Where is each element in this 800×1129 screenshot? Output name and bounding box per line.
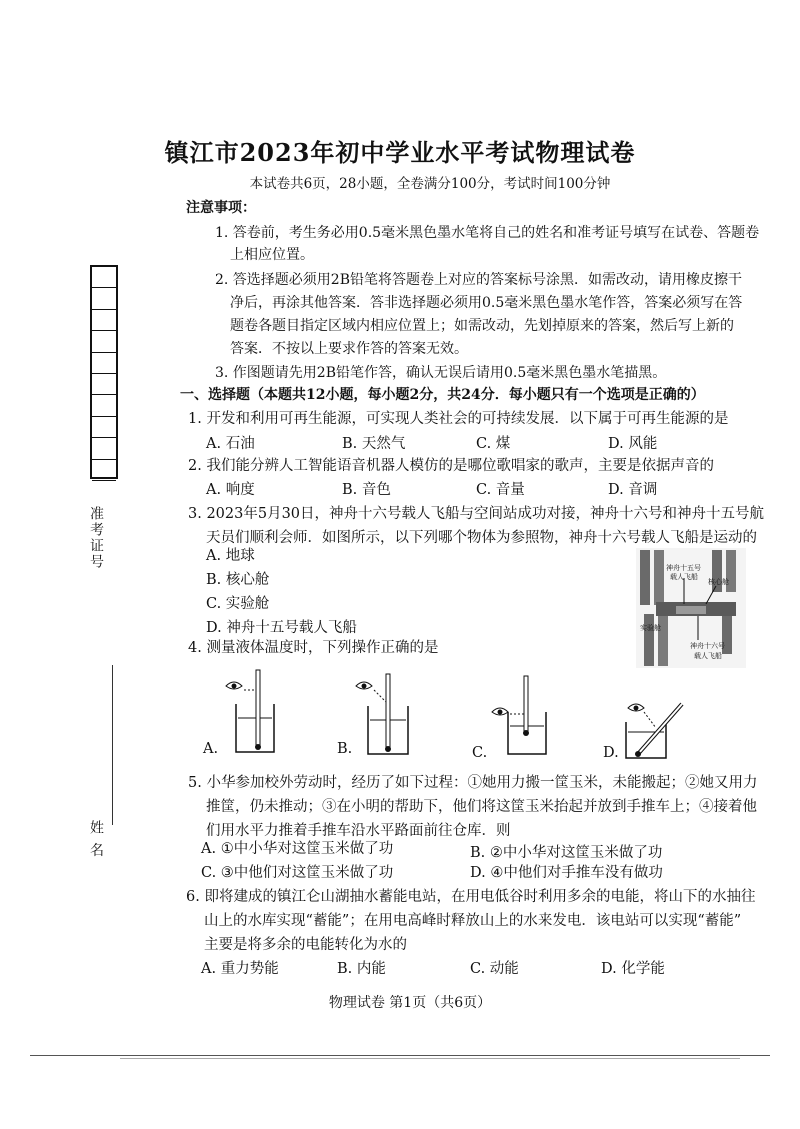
notes-heading: 注意事项： bbox=[186, 200, 256, 216]
figure-label-shenzhou16-a: 神舟十六号 bbox=[690, 642, 725, 650]
note-2-line-1: 2. 答选择题必须用2B铅笔将答题卷上对应的答案标号涂黑．如需改动，请用橡皮擦干 bbox=[215, 272, 743, 288]
q3-option-c: C. 实验舱 bbox=[206, 596, 270, 612]
page-title: 镇江市2023年初中学业水平考试物理试卷 bbox=[164, 138, 636, 167]
space-station-figure bbox=[636, 548, 746, 668]
q5-option-d: D. ④中他们对手推车没有做功 bbox=[470, 865, 663, 881]
note-2-line-4: 答案．不按以上要求作答的答案无效。 bbox=[230, 341, 468, 357]
thermometer-figure-a bbox=[222, 664, 282, 756]
q4-option-d: D. bbox=[603, 745, 619, 761]
q5-option-b: B. ②中小华对这筐玉米做了功 bbox=[470, 845, 663, 861]
note-2-line-2: 净后，再涂其他答案．答非选择题必须用0.5毫米黑色墨水笔作答，答案必须写在答 bbox=[230, 295, 743, 311]
thermometer-figure-d bbox=[616, 700, 688, 762]
figure-label-shenzhou16-b: 载人飞船 bbox=[694, 652, 722, 660]
note-1-line-2: 上相应位置。 bbox=[230, 247, 314, 263]
q5-stem-line-1: 5. 小华参加校外劳动时，经历了如下过程：①她用力搬一筐玉米，未能搬起；②她又用力 bbox=[188, 775, 758, 791]
q4-option-b: B. bbox=[337, 741, 353, 757]
q3-stem-line-1: 3. 2023年5月30日，神舟十六号载人飞船与空间站成功对接，神舟十六号和神舟十五号航 bbox=[188, 506, 765, 522]
q2-option-a: A. 响度 bbox=[206, 482, 255, 498]
exam-id-label: 准考证号 bbox=[88, 506, 104, 570]
q2-option-b: B. 音色 bbox=[342, 482, 391, 498]
q3-option-b: B. 核心舱 bbox=[206, 572, 270, 588]
q1-option-a: A. 石油 bbox=[206, 436, 255, 452]
q6-option-c: C. 动能 bbox=[470, 961, 519, 977]
q3-stem-line-2: 天员们顺利会师．如图所示，以下列哪个物体为参照物，神舟十六号载人飞船是运动的 bbox=[206, 530, 757, 546]
q1-stem: 1. 开发和利用可再生能源，可实现人类社会的可持续发展．以下属于可再生能源的是 bbox=[188, 411, 729, 427]
q2-option-c: C. 音量 bbox=[476, 482, 525, 498]
q4-option-a: A. bbox=[203, 741, 219, 757]
q6-stem-line-2: 山上的水库实现“蓄能”；在用电高峰时释放山上的水来发电．该电站可以实现“蓄能” bbox=[204, 913, 742, 929]
q5-stem-line-3: 们用水平力推着手推车沿水平路面前往仓库．则 bbox=[206, 823, 511, 839]
q1-option-c: C. 煤 bbox=[476, 436, 511, 452]
q4-option-c: C. bbox=[472, 745, 488, 761]
thermometer-figure-b bbox=[352, 672, 416, 758]
note-2-line-3: 题卷各题目指定区域内相应位置上；如需改动，先划掉原来的答案，然后写上新的 bbox=[230, 318, 734, 334]
note-3-line-1: 3. 作图题请先用2B铅笔作答，确认无误后请用0.5毫米黑色墨水笔描黑。 bbox=[215, 365, 667, 381]
q1-option-d: D. 风能 bbox=[608, 436, 658, 452]
q5-option-c: C. ③中他们对这筐玉米做了功 bbox=[201, 865, 394, 881]
figure-label-core-module: 核心舱 bbox=[708, 578, 729, 586]
scan-edge-line bbox=[30, 1055, 770, 1056]
q3-option-a: A. 地球 bbox=[206, 548, 255, 564]
name-underline bbox=[112, 665, 113, 825]
q5-option-a: A. ①中小华对这筐玉米做了功 bbox=[201, 841, 394, 857]
figure-label-lab-module: 实验舱 bbox=[640, 624, 661, 632]
name-label: 姓 名 bbox=[88, 820, 104, 859]
q6-stem-line-1: 6. 即将建成的镇江仑山湖抽水蓄能电站，在用电低谷时利用多余的电能，将山下的水抽往 bbox=[186, 889, 756, 905]
q3-option-d: D. 神舟十五号载人飞船 bbox=[206, 620, 357, 636]
note-1-line-1: 1. 答卷前，考生务必用0.5毫米黑色墨水笔将自己的姓名和准考证号填写在试卷、答题卷 bbox=[215, 225, 760, 241]
q5-stem-line-2: 推筐，仍未推动；③在小明的帮助下，他们将这筐玉米抬起并放到手推车上；④接着他 bbox=[206, 799, 757, 815]
thermometer-figure-c bbox=[490, 672, 554, 758]
q6-stem-line-3: 主要是将多余的电能转化为水的 bbox=[204, 937, 407, 953]
q1-option-b: B. 天然气 bbox=[342, 436, 406, 452]
exam-info: 本试卷共6页，28小题，全卷满分100分，考试时间100分钟 bbox=[249, 176, 611, 192]
scan-edge-line-faint bbox=[120, 1058, 740, 1059]
q4-stem: 4. 测量液体温度时，下列操作正确的是 bbox=[188, 640, 439, 656]
figure-label-shenzhou15-b: 载人飞船 bbox=[670, 573, 698, 581]
page-footer: 物理试卷 第1页（共6页） bbox=[328, 995, 492, 1011]
q6-option-b: B. 内能 bbox=[337, 961, 386, 977]
q6-option-d: D. 化学能 bbox=[601, 961, 665, 977]
figure-label-shenzhou15-a: 神舟十五号 bbox=[666, 564, 701, 572]
q6-option-a: A. 重力势能 bbox=[201, 961, 279, 977]
q2-option-d: D. 音调 bbox=[608, 482, 658, 498]
exam-id-grid bbox=[90, 265, 118, 479]
section-heading: 一、选择题（本题共12小题，每小题2分，共24分．每小题只有一个选项是正确的） bbox=[180, 387, 705, 403]
q2-stem: 2. 我们能分辨人工智能语音机器人模仿的是哪位歌唱家的歌声，主要是依据声音的 bbox=[188, 458, 714, 474]
